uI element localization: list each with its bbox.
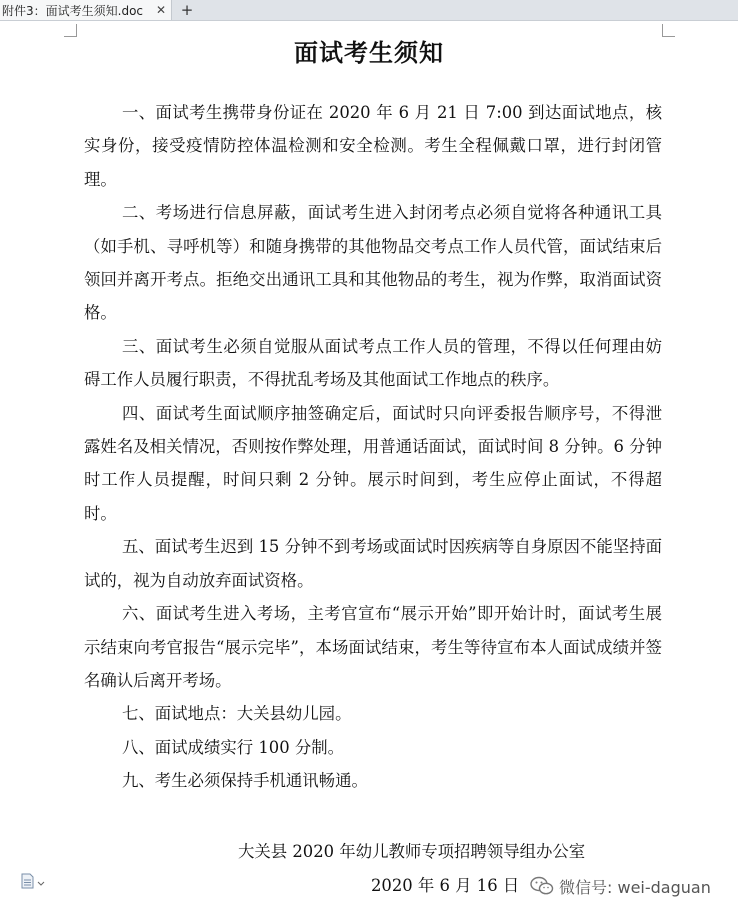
signature-organization: 大关县 2020 年幼儿教师专项招聘领导组办公室 <box>238 842 586 861</box>
close-icon[interactable]: ✕ <box>155 3 167 17</box>
paragraph-9: 九、考生必须保持手机通讯畅通。 <box>122 771 368 791</box>
document-tab-label: 附件3：面试考生须知.doc <box>2 3 144 18</box>
paragraph-7: 七、面试地点：大关县幼儿园。 <box>122 704 352 724</box>
document-icon[interactable] <box>20 873 46 889</box>
watermark-text: 微信号: wei-daguan <box>559 877 711 897</box>
paragraph-6: 六、面试考生进入考场，主考官宣布“展示开始”即开始计时，面试考生展示结束向考官报告“展示完毕”，本场面试结束，考生等待宣布本人面试成绩并签名确认后离开考场。 <box>84 604 662 690</box>
wechat-watermark <box>530 875 715 897</box>
document-body <box>84 96 662 798</box>
new-tab-button[interactable]: + <box>180 1 194 19</box>
paragraph-8: 八、面试成绩实行 100 分制。 <box>122 737 345 757</box>
paragraph-1: 一、面试考生携带身份证在 2020 年 6 月 21 日 7:00 到达面试地点，核实身份，接受疫情防控体温检测和安全检测。考生全程佩戴口罩，进行封闭管理。 <box>84 103 662 189</box>
paragraph-3: 三、面试考生必须自觉服从面试考点工作人员的管理，不得以任何理由妨碍工作人员履行职责，不得扰乱考场及其他面试工作地点的秩序。 <box>84 336 662 390</box>
tab-bar <box>0 0 738 21</box>
signature-date: 2020 年 6 月 16 日 <box>371 876 520 895</box>
document-tab[interactable] <box>0 0 172 20</box>
paragraph-4: 四、面试考生面试顺序抽签确定后，面试时只向评委报告顺序号，不得泄露姓名及相关情况，否则按作弊处理，用普通话面试，面试时间 8 分钟。6 分钟时工作人员提醒，时间只剩 2 分钟。展示时间到，考生应停止面试，不得超时。 <box>84 403 662 523</box>
page-title: 面试考生须知 <box>294 39 444 67</box>
wechat-icon <box>530 876 554 896</box>
paragraph-2: 二、考场进行信息屏蔽，面试考生进入封闭考点必须自觉将各种通讯工具（如手机、寻呼机等）和随身携带的其他物品交考点工作人员代管，面试结束后领回并离开考点。拒绝交出通讯工具和其他物品的考生，视为作弊，取消面试资格。 <box>84 203 662 323</box>
paragraph-5: 五、面试考生迟到 15 分钟不到考场或面试时因疾病等自身原因不能坚持面试的，视为自动放弃面试资格。 <box>84 537 662 590</box>
